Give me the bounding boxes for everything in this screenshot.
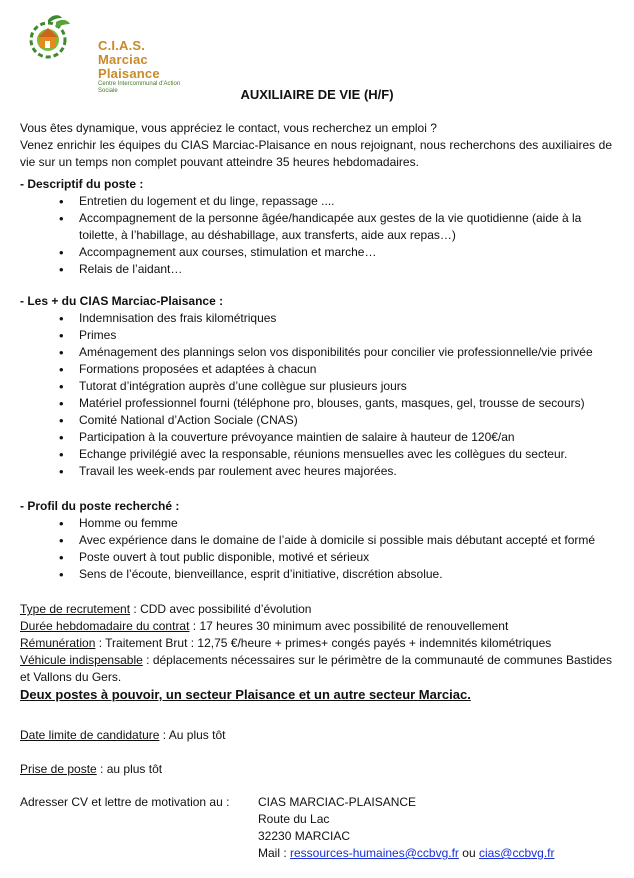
contact-mail — [258, 845, 555, 862]
contact-street: Route du Lac — [258, 812, 330, 826]
section-descriptif — [20, 176, 612, 278]
logo-name: C.I.A.S. Marciac Plaisance — [98, 38, 160, 81]
contact-or: ou — [458, 846, 479, 860]
contact-label: Adresser CV et lettre de motivation au : — [20, 795, 230, 809]
contact-name: CIAS MARCIAC-PLAISANCE — [258, 795, 417, 809]
email-link-cias[interactable]: cias@ccbvg.fr — [478, 846, 555, 860]
list-item: • Echange privilégié avec la responsable, réunions mensuelles avec les collègues du secteur. — [20, 446, 612, 463]
list-item: • Comité National d’Action Sociale (CNAS) — [20, 412, 612, 429]
detail-type — [20, 601, 612, 618]
list-item: • Accompagnement de la personne âgée/handicapée aux gestes de la vie quotidienne (aide à la toilette, à l’habillage, au déshabillage, aux transferts, aide aux repas…) — [20, 210, 612, 244]
list-item: • Relais de l’aidant… — [20, 261, 612, 278]
descriptif-list — [20, 193, 612, 278]
detail-remuneration — [20, 635, 612, 652]
logo-emblem-icon — [26, 12, 74, 64]
date-limite-label: Date limite de candidature — [20, 728, 160, 742]
prise-de-poste — [20, 761, 612, 778]
list-item: • Homme ou femme — [20, 515, 612, 532]
prise-de-poste-label: Prise de poste — [20, 762, 97, 776]
list-item: • Sens de l’écoute, bienveillance, esprit d’initiative, discrétion absolue. — [20, 566, 612, 583]
cias-logo — [26, 12, 196, 94]
intro-line-2: Venez enrichir les équipes du CIAS Marciac-Plaisance en nous rejoignant, nous recherchons des auxiliaires de vie sur un temps non complet pouvant atteindre 35 heures hebdomadaires. — [20, 138, 612, 169]
contact-city: 32230 MARCIAC — [258, 829, 351, 843]
detail-remuneration-value: : Traitement Brut : 12,75 €/heure + primes+ congés payés + indemnités kilométriques — [95, 636, 552, 650]
intro-line-1: Vous êtes dynamique, vous appréciez le contact, vous recherchez un emploi ? — [20, 121, 437, 135]
job-details — [20, 601, 612, 703]
page-title: AUXILIAIRE DE VIE (H/F) — [240, 87, 394, 102]
detail-duree-value: : 17 heures 30 minimum avec possibilité de renouvellement — [189, 619, 509, 633]
section-profil — [20, 498, 612, 583]
postes-notice: Deux postes à pouvoir, un secteur Plaisance et un autre secteur Marciac. — [20, 687, 471, 702]
section-avantages — [20, 293, 612, 480]
profil-list — [20, 515, 612, 583]
detail-duree-label: Durée hebdomadaire du contrat — [20, 619, 190, 633]
date-limite — [20, 727, 612, 744]
avantages-list — [20, 310, 612, 480]
section-profil-title: - Profil du poste recherché : — [20, 499, 180, 513]
list-item: • Matériel professionnel fourni (téléphone pro, blouses, gants, masques, gel, trousse de secours) — [20, 395, 612, 412]
detail-vehicule-label: Véhicule indispensable — [20, 653, 143, 667]
list-item: • Poste ouvert à tout public disponible, motivé et sérieux — [20, 549, 612, 566]
list-item: • Indemnisation des frais kilométriques — [20, 310, 612, 327]
detail-vehicule — [20, 652, 612, 686]
section-descriptif-title: - Descriptif du poste : — [20, 177, 144, 191]
contact-mail-prefix: Mail : — [258, 846, 291, 860]
contact-address — [258, 794, 555, 862]
list-item: • Travail les week-ends par roulement avec heures majorées. — [20, 463, 612, 480]
detail-type-value: : CDD avec possibilité d’évolution — [130, 602, 312, 616]
intro — [20, 120, 612, 171]
list-item: • Entretien du logement et du linge, repassage .... — [20, 193, 612, 210]
date-limite-value: : Au plus tôt — [159, 728, 226, 742]
logo-subtitle: Centre Intercommunal d'Action Sociale — [98, 81, 181, 94]
email-link-rh[interactable]: ressources-humaines@ccbvg.fr — [290, 846, 459, 860]
detail-remuneration-label: Rémunération — [20, 636, 96, 650]
list-item: • Tutorat d’intégration auprès d’une collègue sur plusieurs jours — [20, 378, 612, 395]
detail-duree — [20, 618, 612, 635]
prise-de-poste-value: : au plus tôt — [96, 762, 163, 776]
list-item: • Avec expérience dans le domaine de l’aide à domicile si possible mais débutant accepté et formé — [20, 532, 612, 549]
list-item: • Aménagement des plannings selon vos disponibilités pour concilier vie professionnelle/vie privée — [20, 344, 612, 361]
section-avantages-title: - Les + du CIAS Marciac-Plaisance : — [20, 294, 224, 308]
list-item: • Formations proposées et adaptées à chacun — [20, 361, 612, 378]
detail-type-label: Type de recrutement — [20, 602, 131, 616]
detail-vehicule-value: : déplacements nécessaires sur le périmètre de la communauté de communes Bastides et Vallons du Gers. — [20, 653, 612, 684]
list-item: • Participation à la couverture prévoyance maintien de salaire à hauteur de 120€/an — [20, 429, 612, 446]
list-item: • Accompagnement aux courses, stimulation et marche… — [20, 244, 612, 261]
list-item: • Primes — [20, 327, 612, 344]
